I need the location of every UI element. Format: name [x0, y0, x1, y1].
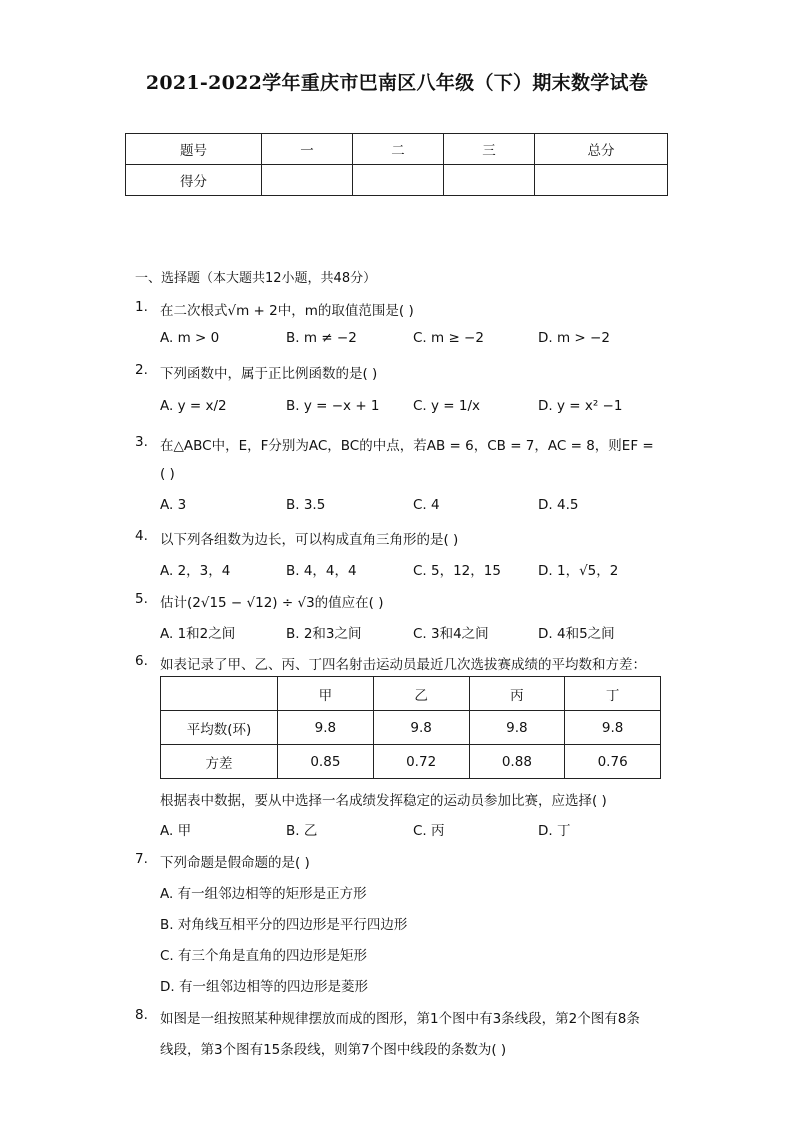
option-b[interactable]: B. m ≠ −2: [286, 330, 357, 346]
question-number: 7.: [135, 851, 148, 867]
question-stem: 如表记录了甲、乙、丙、丁四名射击运动员最近几次选拔赛成绩的平均数和方差：: [160, 657, 646, 673]
option-d[interactable]: D. 有一组邻边相等的四边形是菱形: [160, 979, 368, 995]
option-c[interactable]: C. 5，12，15: [413, 563, 501, 579]
option-b[interactable]: B. 3.5: [286, 497, 326, 513]
page-title: 2021-2022学年重庆市巴南区八年级（下）期末数学试卷: [145, 72, 649, 94]
score-cell[interactable]: [444, 165, 535, 196]
option-a[interactable]: A. y = x/2: [160, 398, 227, 414]
option-c[interactable]: C. 3和4之间: [413, 626, 489, 642]
option-a[interactable]: A. 1和2之间: [160, 626, 236, 642]
option-b[interactable]: B. 4，4，4: [286, 563, 357, 579]
question-stem: 下列命题是假命题的是( ): [160, 855, 310, 871]
option-c[interactable]: C. 4: [413, 497, 440, 513]
option-d[interactable]: D. 4.5: [538, 497, 579, 513]
stats-cell: 9.8: [278, 711, 374, 745]
score-header-cell: 一: [262, 134, 353, 165]
question-number: 5.: [135, 591, 148, 607]
question-stem: 以下列各组数为边长，可以构成直角三角形的是( ): [160, 532, 459, 548]
score-header-cell: 三: [444, 134, 535, 165]
question-number: 4.: [135, 528, 148, 544]
score-header-cell: 总分: [535, 134, 668, 165]
question-stem: 如图是一组按照某种规律摆放而成的图形，第1个图中有3条线段，第2个图有8条: [160, 1011, 640, 1027]
stats-header-cell: 乙: [373, 677, 469, 711]
question-number: 3.: [135, 434, 148, 450]
stats-cell: 0.88: [469, 745, 565, 779]
stats-row-variance: [161, 745, 661, 779]
option-b[interactable]: B. y = −x + 1: [286, 398, 380, 414]
question-stem: 下列函数中，属于正比例函数的是( ): [160, 366, 378, 382]
shooting-stats-table: [160, 676, 661, 779]
stats-row-mean: [161, 711, 661, 745]
option-a[interactable]: A. 2，3，4: [160, 563, 231, 579]
question-number: 2.: [135, 362, 148, 378]
score-row-label: 得分: [126, 165, 262, 196]
score-table-header-row: [126, 134, 668, 165]
score-table: [125, 133, 668, 196]
option-b[interactable]: B. 2和3之间: [286, 626, 362, 642]
score-cell[interactable]: [353, 165, 444, 196]
option-c[interactable]: C. 丙: [413, 823, 445, 839]
stats-header-row: [161, 677, 661, 711]
option-d[interactable]: D. 4和5之间: [538, 626, 615, 642]
option-d[interactable]: D. 丁: [538, 823, 571, 839]
stats-cell: 0.72: [373, 745, 469, 779]
question-6-stem-cont: 根据表中数据，要从中选择一名成绩发挥稳定的运动员参加比赛，应选择( ): [160, 793, 607, 809]
question-number: 1.: [135, 299, 148, 315]
question-number: 8.: [135, 1007, 148, 1023]
question-stem: 估计(2√15 − √12) ÷ √3的值应在( ): [160, 595, 384, 611]
option-a[interactable]: A. 甲: [160, 823, 192, 839]
stats-header-cell: 丙: [469, 677, 565, 711]
option-d[interactable]: D. m > −2: [538, 330, 610, 346]
option-a[interactable]: A. 有一组邻边相等的矩形是正方形: [160, 886, 367, 902]
stats-header-cell: 丁: [565, 677, 661, 711]
question-8-stem-cont: 线段，第3个图有15条段线，则第7个图中线段的条数为( ): [160, 1042, 507, 1058]
question-stem: 在二次根式√m + 2中，m的取值范围是( ): [160, 303, 414, 319]
option-c[interactable]: C. y = 1/x: [413, 398, 481, 414]
stats-cell: 9.8: [469, 711, 565, 745]
score-table-row: [126, 165, 668, 196]
option-c[interactable]: C. 有三个角是直角的四边形是矩形: [160, 948, 368, 964]
option-b[interactable]: B. 乙: [286, 823, 318, 839]
stats-header-cell: [161, 677, 278, 711]
score-header-cell: 题号: [126, 134, 262, 165]
section-heading: 一、选择题（本大题共12小题，共48分）: [135, 271, 377, 286]
score-header-cell: 二: [353, 134, 444, 165]
question-stem: 在△ABC中，E，F分别为AC，BC的中点，若AB = 6，CB = 7，AC = 8，则EF =: [160, 438, 654, 454]
stats-cell: 9.8: [565, 711, 661, 745]
question-number: 6.: [135, 653, 148, 669]
stats-header-cell: 甲: [278, 677, 374, 711]
stats-row-label: 平均数(环): [161, 711, 278, 745]
option-b[interactable]: B. 对角线互相平分的四边形是平行四边形: [160, 917, 408, 933]
option-d[interactable]: D. y = x² −1: [538, 398, 623, 414]
stats-cell: 0.76: [565, 745, 661, 779]
option-d[interactable]: D. 1，√5，2: [538, 563, 619, 579]
option-a[interactable]: A. m > 0: [160, 330, 220, 346]
stats-row-label: 方差: [161, 745, 278, 779]
option-a[interactable]: A. 3: [160, 497, 187, 513]
question-3-stem-cont: ( ): [160, 466, 175, 482]
score-cell[interactable]: [262, 165, 353, 196]
stats-cell: 0.85: [278, 745, 374, 779]
stats-cell: 9.8: [373, 711, 469, 745]
score-cell[interactable]: [535, 165, 668, 196]
option-c[interactable]: C. m ≥ −2: [413, 330, 484, 346]
